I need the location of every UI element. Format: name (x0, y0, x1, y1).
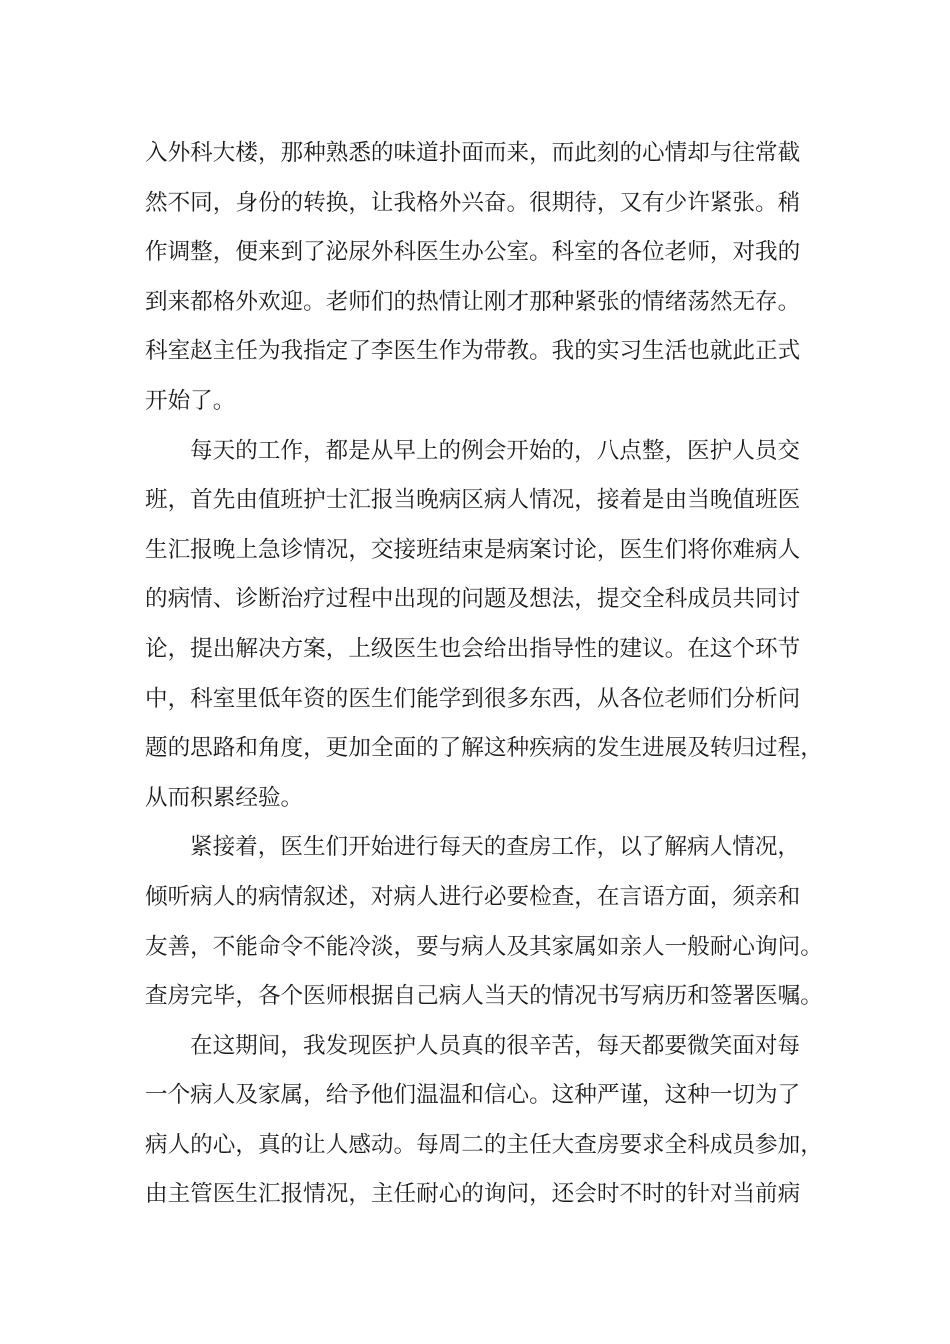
text-line: 从而积累经验。 (145, 784, 304, 811)
text-line: 开始了。 (145, 387, 236, 414)
text-line: 查房完毕，各个医师根据自己病人当天的情况书写病历和签署医嘱。 (145, 983, 823, 1010)
text-line: 倾听病人的病情叙述，对病人进行必要检查，在言语方面，须亲和 (145, 883, 801, 910)
text-line: 入外科大楼，那种熟悉的味道扑面而来，而此刻的心情却与往常截 (145, 140, 801, 166)
text-line: 友善，不能命令不能冷淡，要与病人及其家属如亲人一般耐心询问。 (145, 933, 823, 960)
text-line: 作调整，便来到了泌尿外科医生办公室。科室的各位老师，对我的 (145, 239, 801, 266)
text-line: 中，科室里低年资的医生们能学到很多东西，从各位老师们分析问 (145, 685, 801, 712)
paragraph-start-line: 在这期间，我发现医护人员真的很辛苦，每天都要微笑面对每 (190, 1032, 801, 1059)
text-line: 班，首先由值班护士汇报当晚病区病人情况，接着是由当晚值班医 (145, 487, 801, 514)
text-line: 论，提出解决方案，上级医生也会给出指导性的建议。在这个环节 (145, 635, 801, 662)
text-line: 到来都格外欢迎。老师们的热情让刚才那种紧张的情绪荡然无存。 (145, 288, 801, 315)
text-line: 科室赵主任为我指定了李医生作为带教。我的实习生活也就此正式 (145, 338, 801, 365)
paragraph-start-line: 每天的工作，都是从早上的例会开始的，八点整，医护人员交 (190, 437, 801, 464)
text-line: 生汇报晚上急诊情况，交接班结束是病案讨论，医生们将你难病人 (145, 536, 801, 563)
text-line: 然不同，身份的转换，让我格外兴奋。很期待，又有少许紧张。稍 (145, 189, 801, 216)
text-line: 病人的心，真的让人感动。每周二的主任大查房要求全科成员参加， (145, 1131, 823, 1158)
text-line: 的病情、诊断治疗过程中出现的问题及想法，提交全科成员共同讨 (145, 586, 801, 613)
text-line: 一个病人及家属，给予他们温温和信心。这种严谨，这种一切为了 (145, 1082, 801, 1109)
text-line: 由主管医生汇报情况，主任耐心的询问，还会时不时的针对当前病 (145, 1181, 801, 1208)
document-body (145, 129, 823, 1220)
paragraph-start-line: 紧接着，医生们开始进行每天的查房工作，以了解病人情况， (190, 834, 801, 861)
text-line: 题的思路和角度，更加全面的了解这种疾病的发生进展及转归过程， (145, 735, 823, 762)
